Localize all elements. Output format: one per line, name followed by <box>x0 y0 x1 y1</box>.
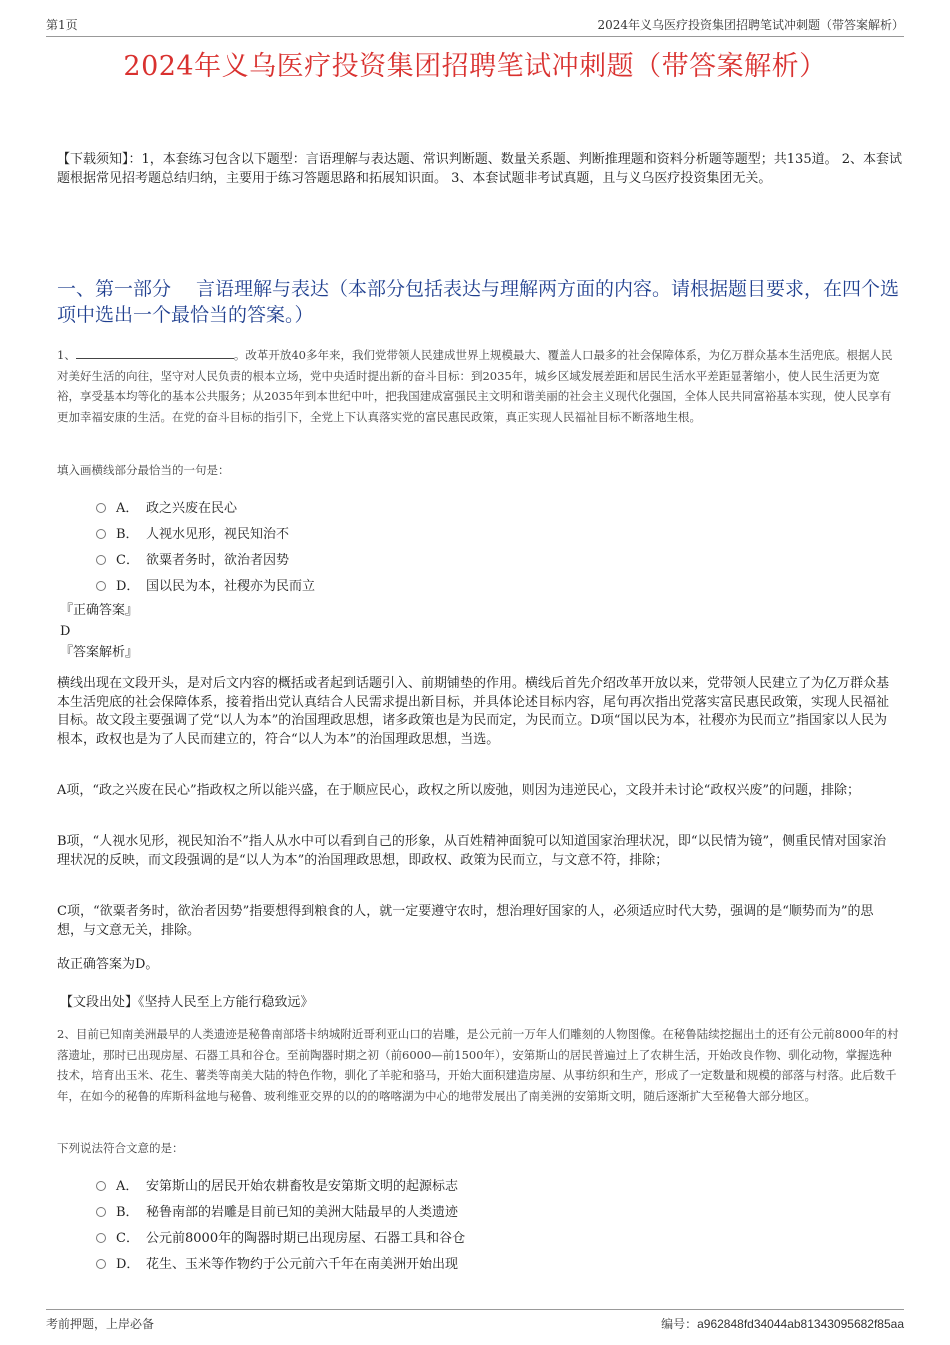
option-b[interactable] <box>96 519 896 545</box>
option-letter: D． <box>116 578 140 594</box>
radio-icon[interactable] <box>96 581 106 591</box>
passage-source: 【文段出处】《坚持人民至上方能行稳致远》 <box>60 995 314 1010</box>
page-footer <box>46 1309 904 1332</box>
option-text: 人视水见形，视民知治不 <box>146 526 290 542</box>
radio-icon[interactable] <box>96 1207 106 1217</box>
option-text: 国以民为本，社稷亦为民而立 <box>146 578 316 594</box>
radio-icon[interactable] <box>96 529 106 539</box>
option-text: 政之兴废在民心 <box>146 500 238 516</box>
option-a[interactable] <box>96 493 896 519</box>
page-number: 第1页 <box>46 18 78 32</box>
radio-icon[interactable] <box>96 503 106 513</box>
option-letter: D． <box>116 1256 140 1272</box>
analysis-paragraph-3 <box>57 833 892 870</box>
analysis-paragraph-4 <box>57 903 892 940</box>
option-d[interactable] <box>96 571 896 597</box>
question-1-number: 1、 <box>57 348 76 362</box>
option-c[interactable] <box>96 1223 896 1249</box>
radio-icon[interactable] <box>96 1181 106 1191</box>
section-heading: 一、第一部分 言语理解与表达（本部分包括表达与理解两方面的内容。请根据题目要求，在四个选项中选出一个最恰当的答案。） <box>57 278 900 326</box>
option-text: 公元前8000年的陶器时期已出现房屋、石器工具和谷仓 <box>146 1230 466 1246</box>
page-header <box>46 14 904 37</box>
document-title: 2024年义乌医疗投资集团招聘笔试冲刺题（带答案解析） <box>123 51 827 82</box>
analysis-text: C项，“欲粟者务时，欲治者因势”指要想得到粮食的人，就一定要遵守农时，想治理好国家的人，必须适应时代大势，强调的是“顺势而为”的思想，与文意无关，排除。 <box>57 904 874 938</box>
option-a[interactable] <box>96 1171 896 1197</box>
fill-blank-line <box>76 346 234 359</box>
option-letter: B． <box>116 1204 139 1220</box>
question-2-prompt: 下列说法符合文意的是： <box>57 1141 184 1155</box>
analysis-paragraph-2 <box>57 782 892 801</box>
option-text: 欲粟者务时，欲治者因势 <box>146 552 290 568</box>
option-b[interactable] <box>96 1197 896 1223</box>
analysis-text: 横线出现在文段开头，是对后文内容的概括或者起到话题引入、前期铺垫的作用。横线后首先介绍改革开放以来，党带领人民建立了为亿万群众基本生活兜底的社会保障体系，接着指出党认真结合人民需求提出新目标，并具体论述目标内容，尾句再次指出党落实富民惠民政策，实现人民福祉目标。故文段主要强调了党“以人为本”的治国理政思想，诸多政策也是为民而定，为民而立。D项“国以民为本，社稷亦为民而立”指国家以人民为根本，政权也是为了人民而建立的，符合“以人为本”的治国理政思想，当选。 <box>57 676 890 747</box>
analysis-conclusion <box>57 956 892 975</box>
footer-slogan: 考前押题，上岸必备 <box>46 1317 155 1331</box>
analysis-text: A项，“政之兴废在民心”指政权之所以能兴盛，在于顺应民心，政权之所以废弛，则因为违逆民心，文段并未讨论“政权兴废”的问题，排除； <box>57 783 860 798</box>
question-1-text <box>57 345 902 427</box>
header-doc-title: 2024年义乌医疗投资集团招聘笔试冲刺题（带答案解析） <box>597 18 904 32</box>
option-letter: C． <box>116 552 139 568</box>
option-letter: B． <box>116 526 139 542</box>
option-c[interactable] <box>96 545 896 571</box>
answer-block <box>60 600 900 663</box>
option-text: 安第斯山的居民开始农耕畜牧是安第斯文明的起源标志 <box>146 1178 459 1194</box>
question-1-passage: 。改革开放40多年来，我们党带领人民建成世界上规模最大、覆盖人口最多的社会保障体系，为亿万群众基本生活兜底。根据人民对美好生活的向往，坚守对人民负责的根本立场，党中央适时提出新的奋斗目标：到2035年，城乡区域发展差距和居民生活水平差距显著缩小，使人民生活更为宽裕，享受基本均等化的基本公共服务；从2035年到本世纪中叶，把我国建成富强民主文明和谐美丽的社会主义现代化强国，全体人民共同富裕基本实现，使人民享有更加幸福安康的生活。在党的奋斗目标的指引下，全党上下认真落实党的富民惠民政策，真正实现人民福祉目标不断落地生根。 <box>57 348 893 424</box>
option-text: 花生、玉米等作物约于公元前六千年在南美洲开始出现 <box>146 1256 459 1272</box>
option-letter: A． <box>116 1178 139 1194</box>
analysis-paragraph-1 <box>57 675 892 749</box>
analysis-text: 故正确答案为D。 <box>57 957 159 972</box>
option-letter: C． <box>116 1230 139 1246</box>
correct-answer-label: 『正确答案』 <box>60 603 139 618</box>
download-notice: 【下载须知】：1，本套练习包含以下题型：言语理解与表达题、常识判断题、数量关系题、判断推理题和资料分析题等题型；共135道。 2、本套试题根据常见招考题总结归纳，主要用于练习答题思路和拓展知识面。 3、本套试题非考试真题，且与义乌医疗投资集团无关。 <box>57 152 902 186</box>
question-2-text: 2、目前已知南美洲最早的人类遗迹是秘鲁南部塔卡纳城附近哥利亚山口的岩雕，是公元前一万年人们雕刻的人物图像。在秘鲁陆续挖掘出土的还有公元前8000年的村落遗址，那时已出现房屋、石器工具和谷仓。至前陶器时期之初（前6000—前1500年），安第斯山的居民普遍过上了农耕生活，开始改良作物、驯化动物，掌握选种技术，培育出玉米、花生、薯类等南美大陆的特色作物，驯化了羊驼和骆马，开始大面积建造房屋、从事纺织和生产，形成了一定数量和规模的部落与村落。此后数千年，在如今的秘鲁的库斯科盆地与秘鲁、玻利维亚交界的以的的喀喀湖为中心的地带发展出了南美洲的安第斯文明，随后逐渐扩大至秘鲁大部分地区。 <box>57 1027 899 1103</box>
question-1-prompt: 填入画横线部分最恰当的一句是： <box>57 463 230 477</box>
radio-icon[interactable] <box>96 555 106 565</box>
option-d[interactable] <box>96 1249 896 1275</box>
radio-icon[interactable] <box>96 1259 106 1269</box>
question-1-options <box>96 493 896 597</box>
correct-answer: D <box>60 624 71 639</box>
question-2-options <box>96 1171 896 1275</box>
analysis-label: 『答案解析』 <box>60 645 139 660</box>
option-text: 秘鲁南部的岩雕是目前已知的美洲大陆最早的人类遗迹 <box>146 1204 459 1220</box>
option-letter: A． <box>116 500 139 516</box>
analysis-text: B项，“人视水见形，视民知治不”指人从水中可以看到自己的形象，从百姓精神面貌可以知道国家治理状况，即“以民情为镜”，侧重民情对国家治理状况的反映，而文段强调的是“以人为本”的治国理政思想，即政权、政策为民而立，与文意不符，排除； <box>57 834 887 868</box>
radio-icon[interactable] <box>96 1233 106 1243</box>
document-id: 编号：a962848fd34044ab81343095682f85aa <box>661 1317 904 1331</box>
